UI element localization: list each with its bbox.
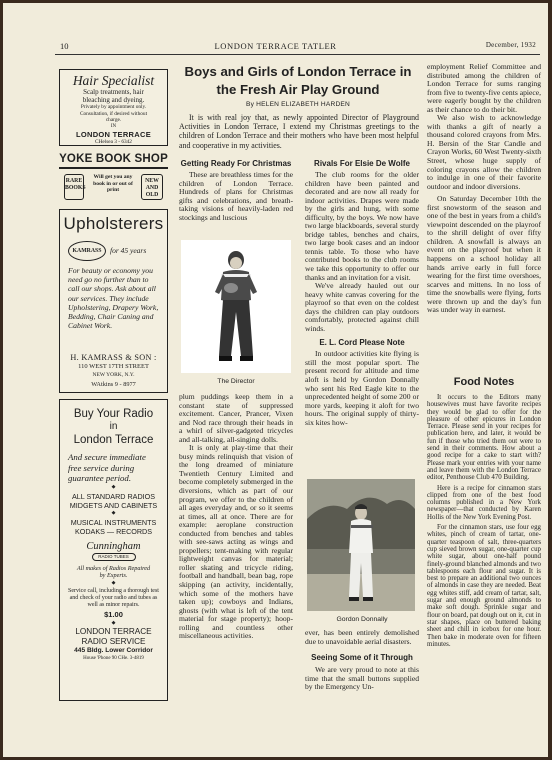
cunningham-logo-sub: RADIO TUBES (92, 553, 136, 561)
food-notes-recipe-source: Here is a recipe for cinnamon stars clipped from one of the best food columns published in a New York newspaper—that conducted by Karen Hollis of the New York Evening Post. (427, 484, 541, 521)
ad-uph-firm: H. KAMRASS & SON : (70, 353, 157, 362)
ad-hair-line-3: Privately by appointment only. (80, 104, 147, 110)
ad-uph-address: 110 WEST 17TH STREET (78, 363, 149, 370)
ad-hair-line-2: bleaching and dyeing. (82, 96, 145, 104)
section-text-rivals-2: We've already hauled out our heavy white canvas covering for the playroof so that even on the coldest days the children can play outdoors comfortably, protected against chill winds. (305, 281, 419, 333)
ad-radio-bullet-1: ◆ (111, 484, 116, 490)
ad-radio-item-2: MIDGETS AND CABINETS (69, 500, 158, 510)
crayons-paragraph: We also wish to acknowledge with thanks a gift of nearly a thousand colored crayons from Mrs. H. Bersin of the Star Candle and Crayon Works, 60 West Twenty-sixth Street, whose huge supply of coloring crayons allow the children to indulge in one of their favorite outdoor and indoor diversions. (427, 113, 541, 191)
ad-radio-item-3: MUSICAL INSTRUMENTS (70, 517, 157, 527)
article-column-2 (305, 159, 419, 427)
food-notes-column (427, 394, 541, 648)
article-intro: It is with real joy that, as newly appointed Director of Playground Activities in London Terrace, I extend my Christmas greetings to the children of London Terrace and their mothers who have been most helpful and cooperative in my activities. (179, 113, 419, 150)
ad-radio-name2: RADIO SERVICE (81, 637, 146, 647)
section-text-christmas-cont: plum puddings keep them in a constant state of suppressed excitement. Cancer, Prancer, Vixen and Nod race through their heads in a whirl of silver-gadgeted tricycles and all-talking, all-singing dolls. (179, 392, 293, 444)
ad-yoke-left: RARE BOOKS (64, 174, 84, 200)
ad-hair-line-1: Scalp treatments, hair (83, 88, 144, 96)
ad-yoke-title: YOKE BOOK SHOP (59, 153, 168, 165)
ad-upholsterers (59, 209, 168, 393)
ad-hair-specialist (59, 69, 168, 146)
ad-radio-bullet-2: ◆ (111, 510, 116, 516)
ad-radio-price: $1.00 (104, 610, 123, 620)
article-column-1 (179, 159, 293, 222)
article-column-2-continued (305, 629, 419, 692)
photo-director-caption: The Director (217, 378, 255, 385)
section-heading-seeing: Seeing Some of it Through (311, 653, 413, 663)
ad-radio-makes: All makes of Radios Repaired by Experts. (76, 564, 151, 579)
ad-hair-line-5: charge. (105, 117, 122, 123)
ad-uph-phone: WAtkins 9 - 8977 (91, 381, 136, 388)
section-text-christmas-cont2: It is only at play-time that their busy minds relinquish that vision of the long dreamed of miniature Twentieth Century Limited and become completely submerged in the diversions, which as part of our program, we offer to the children of all ages everyday and, or so it seems at times, all at once. There are for example: aeroplane construction conducted from benches and tables with see-saws acting as wings and propellers; tent-making with regular lightweight canvas for material; roller skating and tricycle riding, football and handball, bean bag, rope skipping (an activity, incidentally, which some of the mothers have taken up); cowboys and Indians, ghosts (with what is left of the tent material for stage property); hoop-rolling and countless other miscellaneous activities. (179, 443, 293, 641)
ad-radio-line3: London Terrace (73, 434, 154, 446)
ad-radio-line1: Buy Your Radio (73, 408, 154, 420)
article-title: Boys and Girls of London Terrace in the Fresh Air Play Ground (184, 64, 412, 97)
section-text-christmas: These are breathless times for the children of London Terrace. Hundreds of plans for Christmas gifts and celebrations, and breath-taking visions of heavily-laden red stockings and luscious (179, 170, 293, 222)
ad-radio-name1: LONDON TERRACE (75, 627, 152, 637)
ad-radio-italic: And secure immediate free service during guarantee period. (68, 452, 146, 483)
snowstorm-paragraph: On Saturday December 10th the first snowstorm of the season and one of the best in years from a child's viewpoint descended on the playroof to the shrill delight of over fifty children. A snowfall is always an event on the playroof but when it happens on a school holiday all hands arrive early in full force wearing for the first time overshoes, scarves and mittens. In no loss of time the snowballs were flying, forts were thrown up and the day's fun was under way in earnest. (427, 194, 541, 315)
ad-hair-in: IN (110, 123, 117, 129)
ad-hair-title: Hair Specialist (72, 73, 155, 88)
magazine-page (3, 3, 548, 757)
ad-radio-item-4: KODAKS — RECORDS (74, 526, 153, 536)
ad-radio-service: Service call, including a thorough test and check of your radio and tubes as well as minor repairs. (68, 587, 159, 608)
issue-date: December, 1932 (485, 41, 536, 49)
ad-hair-phone: CHelsea 3 - 6342 (95, 138, 132, 145)
section-text-cord: In outdoor activities kite flying is still the most popular sport. The present record for altitude and time aloft is held by Gordon Donnally who sent his Red Eagle kite to the unprecedented height of some 200 or more yards, keeping it aloft for two hours. The original supply of thirty-six kites how- (305, 349, 419, 427)
ad-yoke-rule (59, 167, 168, 169)
ad-radio-bullet-4: ◆ (111, 621, 116, 627)
ad-yoke-middle: Will get you any book in or out of print (93, 174, 133, 194)
article-column-3 (427, 63, 541, 315)
ad-radio-line2: in (109, 421, 118, 432)
food-notes-intro: It occurs to the Editors many housewives must have favorite recipes they would be glad to offer for the pleasure of other epicures in London Terrace. Please send in your recipes for publication here, and later, it would be fun if those who tried them out were to send in their comments. How about a good recipe for a cake to start with? Please mark your entries with your name and leave them with the London Terrace editor, Penthouse Club 470 Building. (427, 394, 541, 482)
section-text-seeing: We are very proud to note at this time that the small buttons supplied by the Emergency Un- (305, 665, 419, 692)
article-column-1-continued (179, 393, 293, 641)
section-heading-cord: E. L. Cord Please Note (319, 338, 405, 348)
ad-radio-house: House 'Phone 90 CHe. 3-4819 (83, 656, 144, 662)
ad-uph-years: for 45 years (110, 246, 147, 255)
ad-radio-addr: 445 Bldg. Lower Corridor (74, 647, 153, 655)
article-byline: By HELEN ELIZABETH HARDEN (246, 101, 350, 108)
section-text-cord-cont: ever, has been entirely demolished due to unavoidable aerial disasters. (305, 628, 419, 646)
ad-uph-title: Upholsterers (63, 214, 164, 233)
section-heading-christmas: Getting Ready For Christmas (180, 159, 292, 168)
ad-yoke-right: NEW AND OLD (141, 174, 163, 200)
ad-uph-logo-text: KAMRASS (72, 248, 102, 254)
ad-uph-city: NEW YORK, N.Y. (92, 372, 135, 378)
food-notes-title: Food Notes (453, 376, 515, 388)
cunningham-logo (84, 541, 144, 563)
gordon-illustration (307, 479, 415, 611)
publication-title: LONDON TERRACE TATLER (214, 41, 337, 51)
ad-radio (59, 399, 168, 701)
cunningham-logo-text: Cunningham (86, 540, 141, 552)
ad-radio-item-1: ALL STANDARD RADIOS (71, 491, 156, 501)
ad-uph-text: For beauty or economy you need go no further than to call our shops. Ask about all our services. They include Upholstering, Drapery Work, Bedding, Chair Caning and Cabinet Work. (68, 266, 159, 331)
food-notes-recipe: For the cinnamon stars, use four egg whites, pinch of cream of tartar, one-quarter teaspoon of salt, three-quarters cup sieved brown sugar, one-quarter cup white sugar, about one-half pound finely-ground blanched almonds and two tablespoons each flour and sugar. It is best to prepare an additional two ounces of almonds in case they are needed. Beat egg whites stiff, add cream of tartar, salt, sugar and enough ground almonds to make soft dough. Sprinkle sugar and flour on board, pat dough out on it, cut in star shapes, place on buttered baking sheet and chill in icebox for one hour. Then bake in moderate oven for fifteen minutes. (427, 524, 541, 648)
page-header (3, 41, 548, 53)
photo-director (181, 240, 291, 373)
ad-radio-bullet-3: ◆ (111, 580, 116, 586)
ad-uph-logo (68, 241, 106, 261)
section-text-rivals: The club rooms for the older children have been painted and decorated and are now all ready for indoor activities. Drapes were made by the girls and hung, with some difficulty, by the boys. We now have two large blackboards, several sturdy bridge tables, benches and chairs, two large book cases and an indoor tennis table. To those who have contributed books to the club rooms we take this opportunity to offer our thanks and an invitation for a visit. (305, 170, 419, 282)
header-rule (55, 54, 540, 55)
page-number: 10 (60, 41, 69, 51)
section-heading-rivals: Rivals For Elsie De Wolfe (314, 159, 410, 168)
director-illustration (181, 240, 291, 373)
section-text-seeing-cont: employment Relief Committee and distributed among the children of London Terrace for sums ranging from five to twenty-five cents apiece, were eagerly bought by the children as their chance to do their bit. (427, 62, 541, 114)
ad-hair-location: LONDON TERRACE (75, 129, 152, 139)
photo-gordon-donnally (307, 479, 415, 611)
ad-hair-line-4: Consultation, if desired without (79, 110, 148, 117)
ad-yoke-book-shop (59, 153, 168, 203)
photo-gordon-caption: Gordon Donnally (336, 616, 388, 623)
